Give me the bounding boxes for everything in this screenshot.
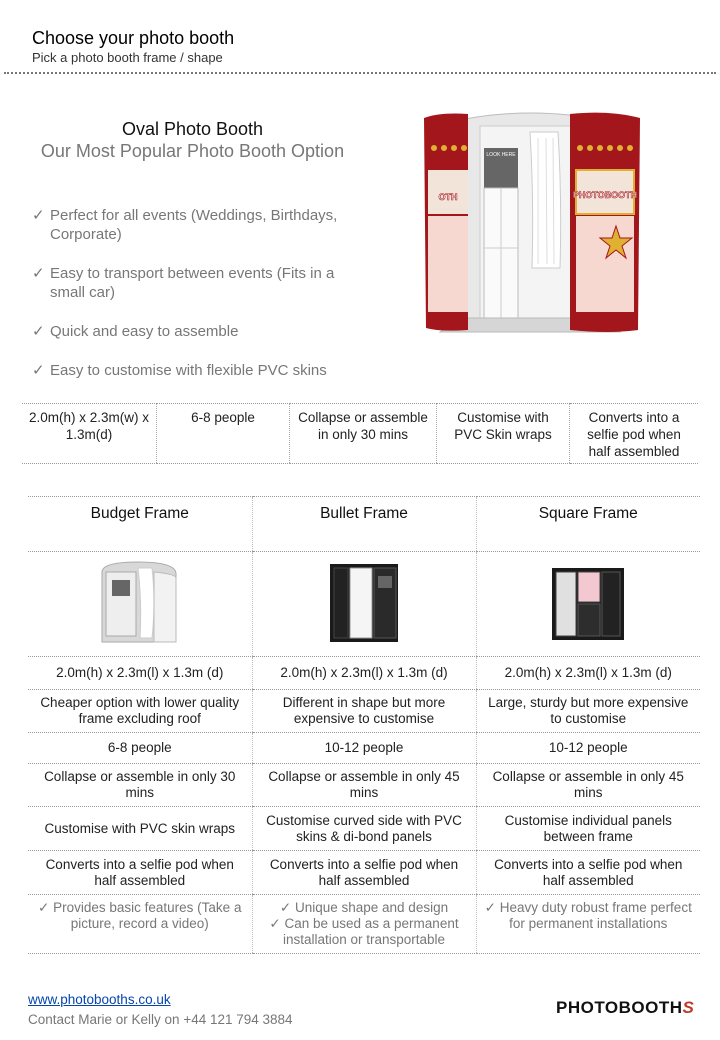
frame-name-row <box>28 497 700 552</box>
check-icon: ✓ <box>484 900 500 915</box>
budget-description: Cheaper option with lower quality frame excluding roof <box>28 690 252 733</box>
assembly-row <box>28 764 700 807</box>
oval-feature-list <box>32 206 372 400</box>
budget-highlights <box>28 895 252 954</box>
page-title: Choose your photo booth <box>32 28 235 48</box>
square-highlights <box>476 895 700 954</box>
oval-title: Oval Photo Booth <box>121 119 264 139</box>
square-dimensions: 2.0m(h) x 2.3m(l) x 1.3m (d) <box>476 657 700 690</box>
feature-item: ✓ Perfect for all events (Weddings, Birthdays, Corporate) <box>32 207 338 243</box>
frame-name-bullet: Bullet Frame <box>252 497 476 552</box>
svg-text:PHOTOBOOTH: PHOTOBOOTH <box>572 190 638 200</box>
bullet-capacity: 10-12 people <box>252 733 476 764</box>
photobooths-logo: PHOTOBOOTHS <box>556 998 695 1017</box>
spec-dimensions: 2.0m(h) x 2.3m(w) x 1.3m(d) <box>22 404 157 464</box>
spec-customise: Customise with PVC Skin wraps <box>437 404 570 464</box>
website-link[interactable]: www.photobooths.co.uk <box>28 992 171 1007</box>
budget-customise: Customise with PVC skin wraps <box>28 807 252 851</box>
spec-capacity: 6-8 people <box>157 404 290 464</box>
check-icon: ✓ <box>32 362 45 379</box>
customise-row <box>28 807 700 851</box>
highlights-row <box>28 895 700 954</box>
page-subtitle: Pick a photo booth frame / shape <box>32 50 223 65</box>
svg-text:LOOK HERE: LOOK HERE <box>486 152 516 158</box>
contact-text: Contact Marie or Kelly on +44 121 794 3884 <box>28 1012 293 1027</box>
frame-name-budget: Budget Frame <box>28 497 252 552</box>
bullet-assembly: Collapse or assemble in only 45 mins <box>252 764 476 807</box>
capacity-row <box>28 733 700 764</box>
square-frame-photo <box>476 552 700 657</box>
budget-assembly: Collapse or assemble in only 30 mins <box>28 764 252 807</box>
page-header <box>32 26 234 66</box>
check-icon: ✓ <box>32 265 45 282</box>
square-customise: Customise individual panels between frame <box>476 807 700 851</box>
bullet-frame-photo <box>252 552 476 657</box>
budget-frame-photo <box>28 552 252 657</box>
frame-name-square: Square Frame <box>476 497 700 552</box>
check-icon: ✓ <box>38 900 54 915</box>
check-icon: ✓ <box>269 916 285 931</box>
oval-tagline: Our Most Popular Photo Booth Option <box>40 141 345 161</box>
square-capacity: 10-12 people <box>476 733 700 764</box>
spec-assembly: Collapse or assemble in only 30 mins <box>290 404 437 464</box>
square-description: Large, sturdy but more expensive to customise <box>476 690 700 733</box>
dimensions-row <box>28 657 700 690</box>
frame-photo-row <box>28 552 700 657</box>
bullet-description: Different in shape but more expensive to customise <box>252 690 476 733</box>
frame-comparison-table <box>28 496 700 954</box>
oval-heading <box>40 118 345 162</box>
budget-booth-image <box>98 558 182 646</box>
header-divider <box>4 72 716 74</box>
feature-item: ✓ Quick and easy to assemble <box>32 323 239 340</box>
feature-item: ✓ Easy to transport between events (Fits in a small car) <box>32 265 335 301</box>
highlight-item: ✓ Heavy duty robust frame perfect for permanent installations <box>484 900 692 931</box>
svg-text:OTH: OTH <box>438 192 458 202</box>
square-booth-image <box>546 558 630 646</box>
bullet-dimensions: 2.0m(h) x 2.3m(l) x 1.3m (d) <box>252 657 476 690</box>
budget-capacity: 6-8 people <box>28 733 252 764</box>
oval-spec-table <box>22 403 698 464</box>
selfie-row <box>28 851 700 895</box>
check-icon: ✓ <box>279 900 295 915</box>
oval-booth-photo <box>420 108 642 340</box>
budget-selfie: Converts into a selfie pod when half assembled <box>28 851 252 895</box>
budget-dimensions: 2.0m(h) x 2.3m(l) x 1.3m (d) <box>28 657 252 690</box>
check-icon: ✓ <box>32 323 45 340</box>
square-selfie: Converts into a selfie pod when half assembled <box>476 851 700 895</box>
highlight-item: ✓ Can be used as a permanent installation or transportable <box>269 916 459 947</box>
highlight-item: ✓ Unique shape and design <box>279 900 449 915</box>
bullet-selfie: Converts into a selfie pod when half assembled <box>252 851 476 895</box>
bullet-highlights <box>252 895 476 954</box>
feature-item: ✓ Easy to customise with flexible PVC skins <box>32 362 327 379</box>
bullet-customise: Customise curved side with PVC skins & di-bond panels <box>252 807 476 851</box>
check-icon: ✓ <box>32 207 45 224</box>
highlight-item: ✓ Provides basic features (Take a picture, record a video) <box>38 900 242 931</box>
spec-selfie: Converts into a selfie pod when half assembled <box>570 404 699 464</box>
square-assembly: Collapse or assemble in only 45 mins <box>476 764 700 807</box>
description-row <box>28 690 700 733</box>
bullet-booth-image <box>322 558 406 646</box>
